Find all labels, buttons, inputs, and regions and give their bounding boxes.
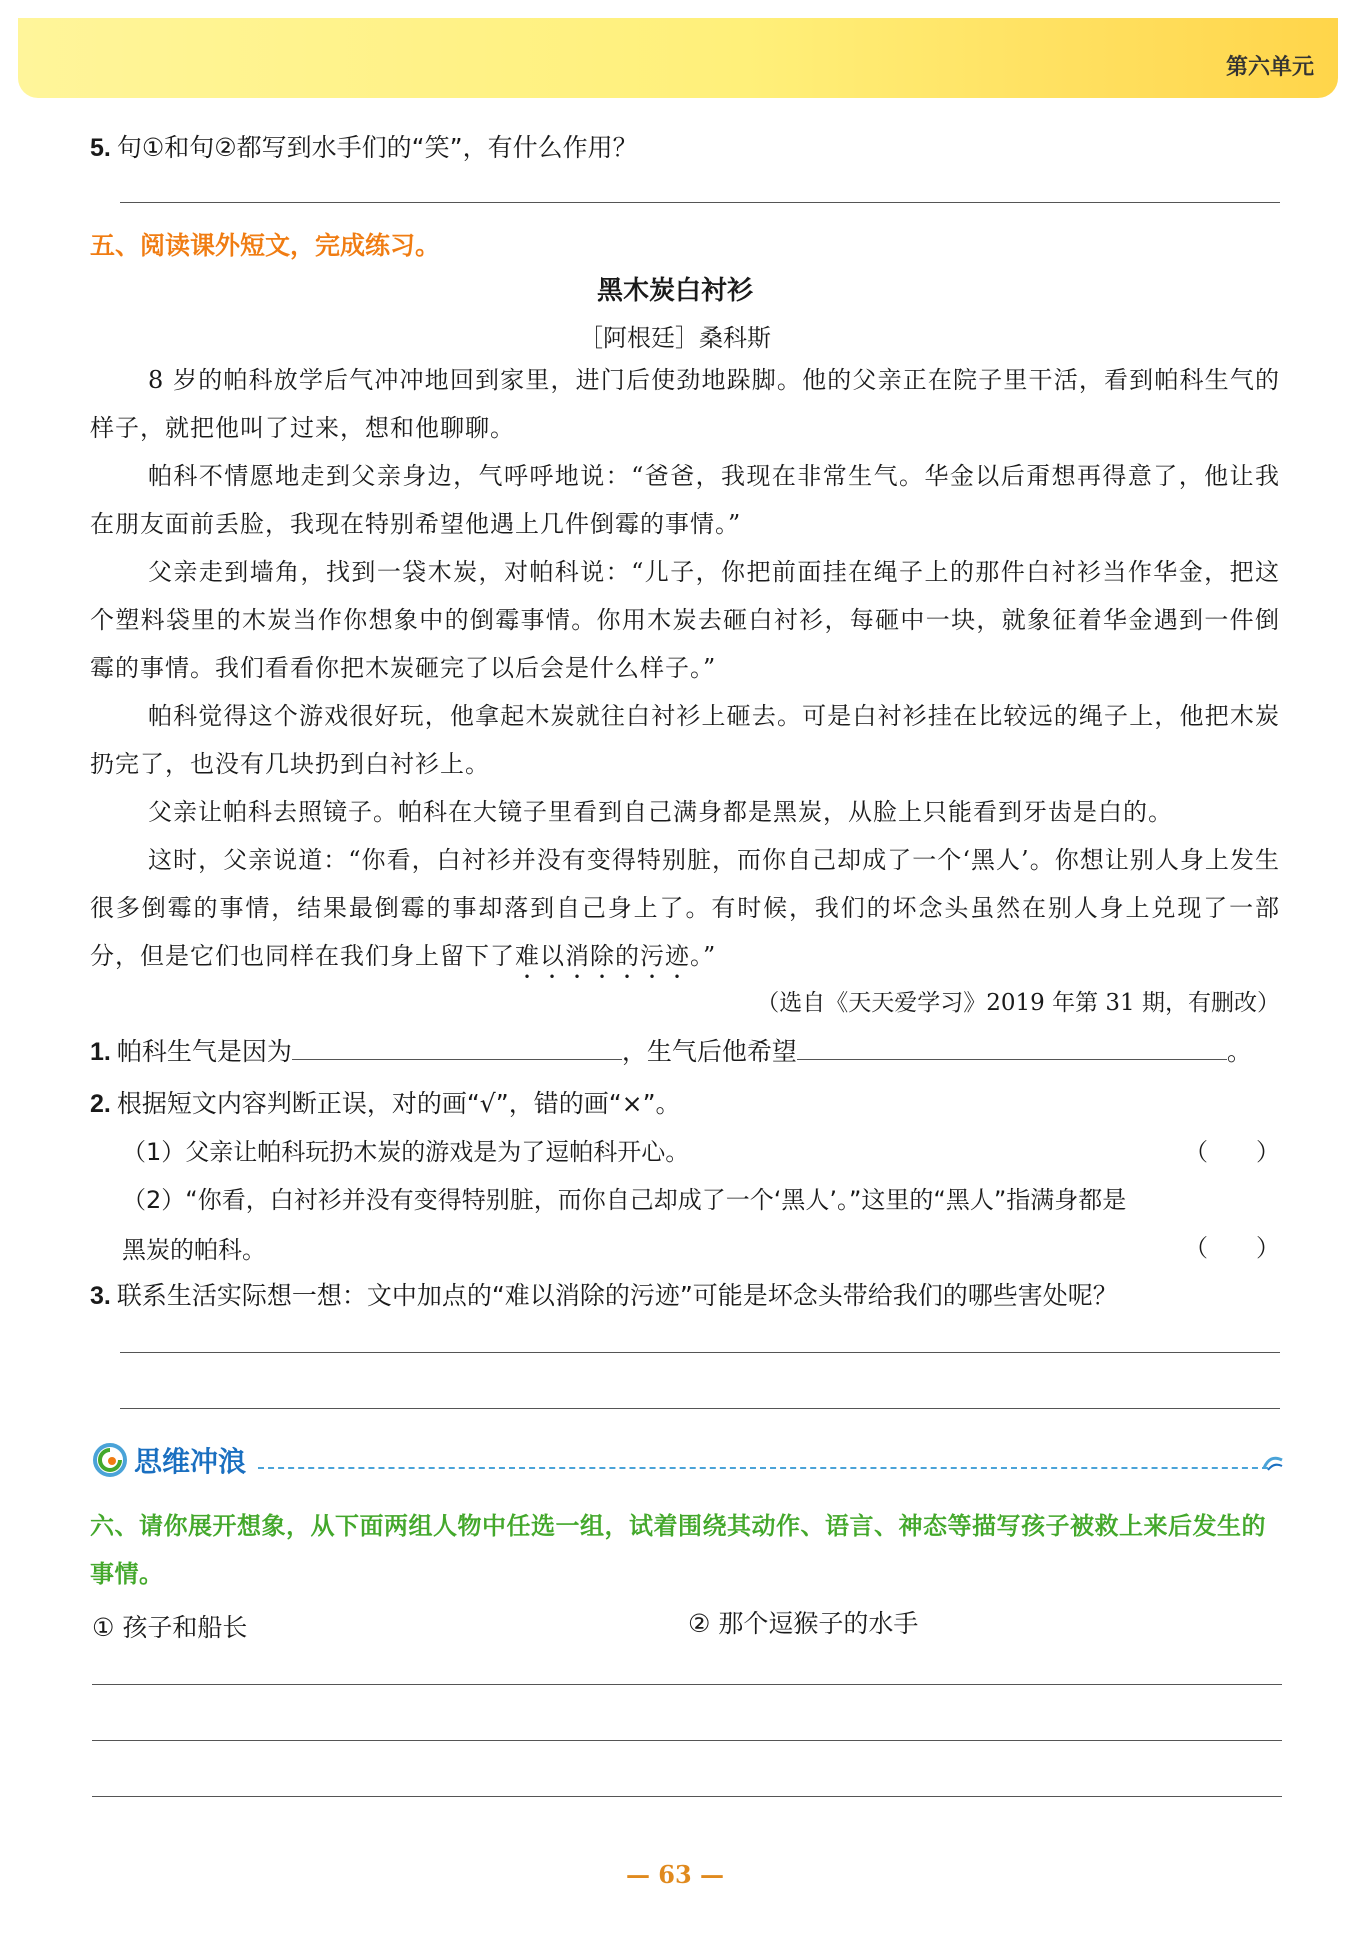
q1-blank-1[interactable] [292, 1035, 622, 1060]
answer-line[interactable] [92, 1740, 1282, 1741]
question-number: 3. [90, 1282, 111, 1310]
question-number: 1. [90, 1038, 111, 1066]
question-5 [90, 128, 638, 164]
section-6-heading: 六、请你展开想象，从下面两组人物中任选一组，试着围绕其动作、语言、神态等描写孩子被救上来后发生的事情。 [90, 1512, 1266, 1588]
q3-text: 联系生活实际想一想：文中加点的“难以消除的污迹”可能是坏念头带给我们的哪些害处呢？ [116, 1281, 1118, 1310]
paragraph-6 [90, 836, 1280, 984]
thinking-section-title: 思维冲浪 [134, 1445, 247, 1478]
paragraph-5: 父亲让帕科去照镜子。帕科在大镜子里看到自己满身都是黑炭，从脸上只能看到牙齿是白的。 [148, 798, 1173, 826]
question-number: 2. [90, 1090, 111, 1118]
header-banner [18, 18, 1338, 98]
article-author: ［阿根廷］桑科斯 [579, 324, 771, 352]
question-text: 句①和句②都写到水手们的“笑”，有什么作用？ [116, 133, 638, 162]
paragraph-4: 帕科觉得这个游戏很好玩，他拿起木炭就往白衬衫上砸去。可是白衬衫挂在比较远的绳子上，他把木炭扔完了，也没有几块扔到白衬衫上。 [90, 702, 1280, 778]
article-source: （选自《天天爱学习》2019 年第 31 期，有删改） [756, 990, 1280, 1016]
q2-text: 根据短文内容判断正误，对的画“√”，错的画“×”。 [116, 1089, 681, 1118]
question-number: 5. [90, 134, 111, 162]
choice-2: ② 那个逗猴子的水手 [688, 1609, 919, 1638]
paragraph-2: 帕科不情愿地走到父亲身边，气呼呼地说：“爸爸，我现在非常生气。华金以后甭想再得意了，他让我在朋友面前丢脸，我现在特别希望他遇上几件倒霉的事情。” [90, 462, 1280, 538]
reading-question-2 [90, 1084, 681, 1120]
answer-line[interactable] [120, 1352, 1280, 1353]
swirl-icon [92, 1442, 128, 1478]
wave-icon [1262, 1452, 1284, 1472]
q2-answer-paren-2[interactable]: （ ） [1184, 1234, 1280, 1262]
dotted-phrase: 难以消除的污迹 [515, 942, 690, 970]
q2-item-2-cont: 黑炭的帕科。 [122, 1236, 266, 1264]
reading-question-3 [90, 1276, 1118, 1312]
divider [258, 1467, 1268, 1469]
answer-line[interactable] [92, 1796, 1282, 1797]
q1-text-b: ，生气后他希望 [621, 1037, 797, 1066]
q2-item-2: （2）“你看，白衬衫并没有变得特别脏，而你自己却成了一个‘黑人’。”这里的“黑人”指满身都是 [122, 1186, 1127, 1214]
q1-text-c: 。 [1226, 1037, 1252, 1066]
page-number: — 63 — [625, 1860, 725, 1889]
unit-label: 第六单元 [1225, 55, 1314, 80]
paragraph-6-end: 。” [690, 942, 717, 970]
paragraph-6-text: 这时，父亲说道：“你看，白衬衫并没有变得特别脏，而你自己却成了一个‘黑人’。你想让别人身上发生很多倒霉的事情，结果最倒霉的事却落到自己身上了。有时候，我们的坏念头虽然在别人身上兑现了一部分，但是它们也同样在我们身上留下了 [90, 846, 1280, 970]
q1-text-a: 帕科生气是因为 [116, 1037, 292, 1066]
reading-question-1 [90, 1032, 1252, 1068]
q2-answer-paren-1[interactable]: （ ） [1184, 1138, 1280, 1166]
answer-line[interactable] [120, 202, 1280, 203]
paragraph-1: 8 岁的帕科放学后气冲冲地回到家里，进门后使劲地跺脚。他的父亲正在院子里干活，看到帕科生气的样子，就把他叫了过来，想和他聊聊。 [90, 366, 1280, 442]
answer-line[interactable] [92, 1684, 1282, 1685]
section-heading: 五、阅读课外短文，完成练习。 [90, 231, 441, 260]
paragraph-3: 父亲走到墙角，找到一袋木炭，对帕科说：“儿子，你把前面挂在绳子上的那件白衬衫当作华金，把这个塑料袋里的木炭当作你想象中的倒霉事情。你用木炭去砸白衬衫，每砸中一块，就象征着华金遇到一件倒霉的事情。我们看看你把木炭砸完了以后会是什么样子。” [90, 558, 1280, 682]
answer-line[interactable] [120, 1408, 1280, 1409]
q2-item-1: （1）父亲让帕科玩扔木炭的游戏是为了逗帕科开心。 [122, 1138, 690, 1166]
q1-blank-2[interactable] [797, 1035, 1227, 1060]
article-title: 黑木炭白衬衫 [596, 276, 753, 306]
choice-1: ① 孩子和船长 [92, 1613, 248, 1642]
